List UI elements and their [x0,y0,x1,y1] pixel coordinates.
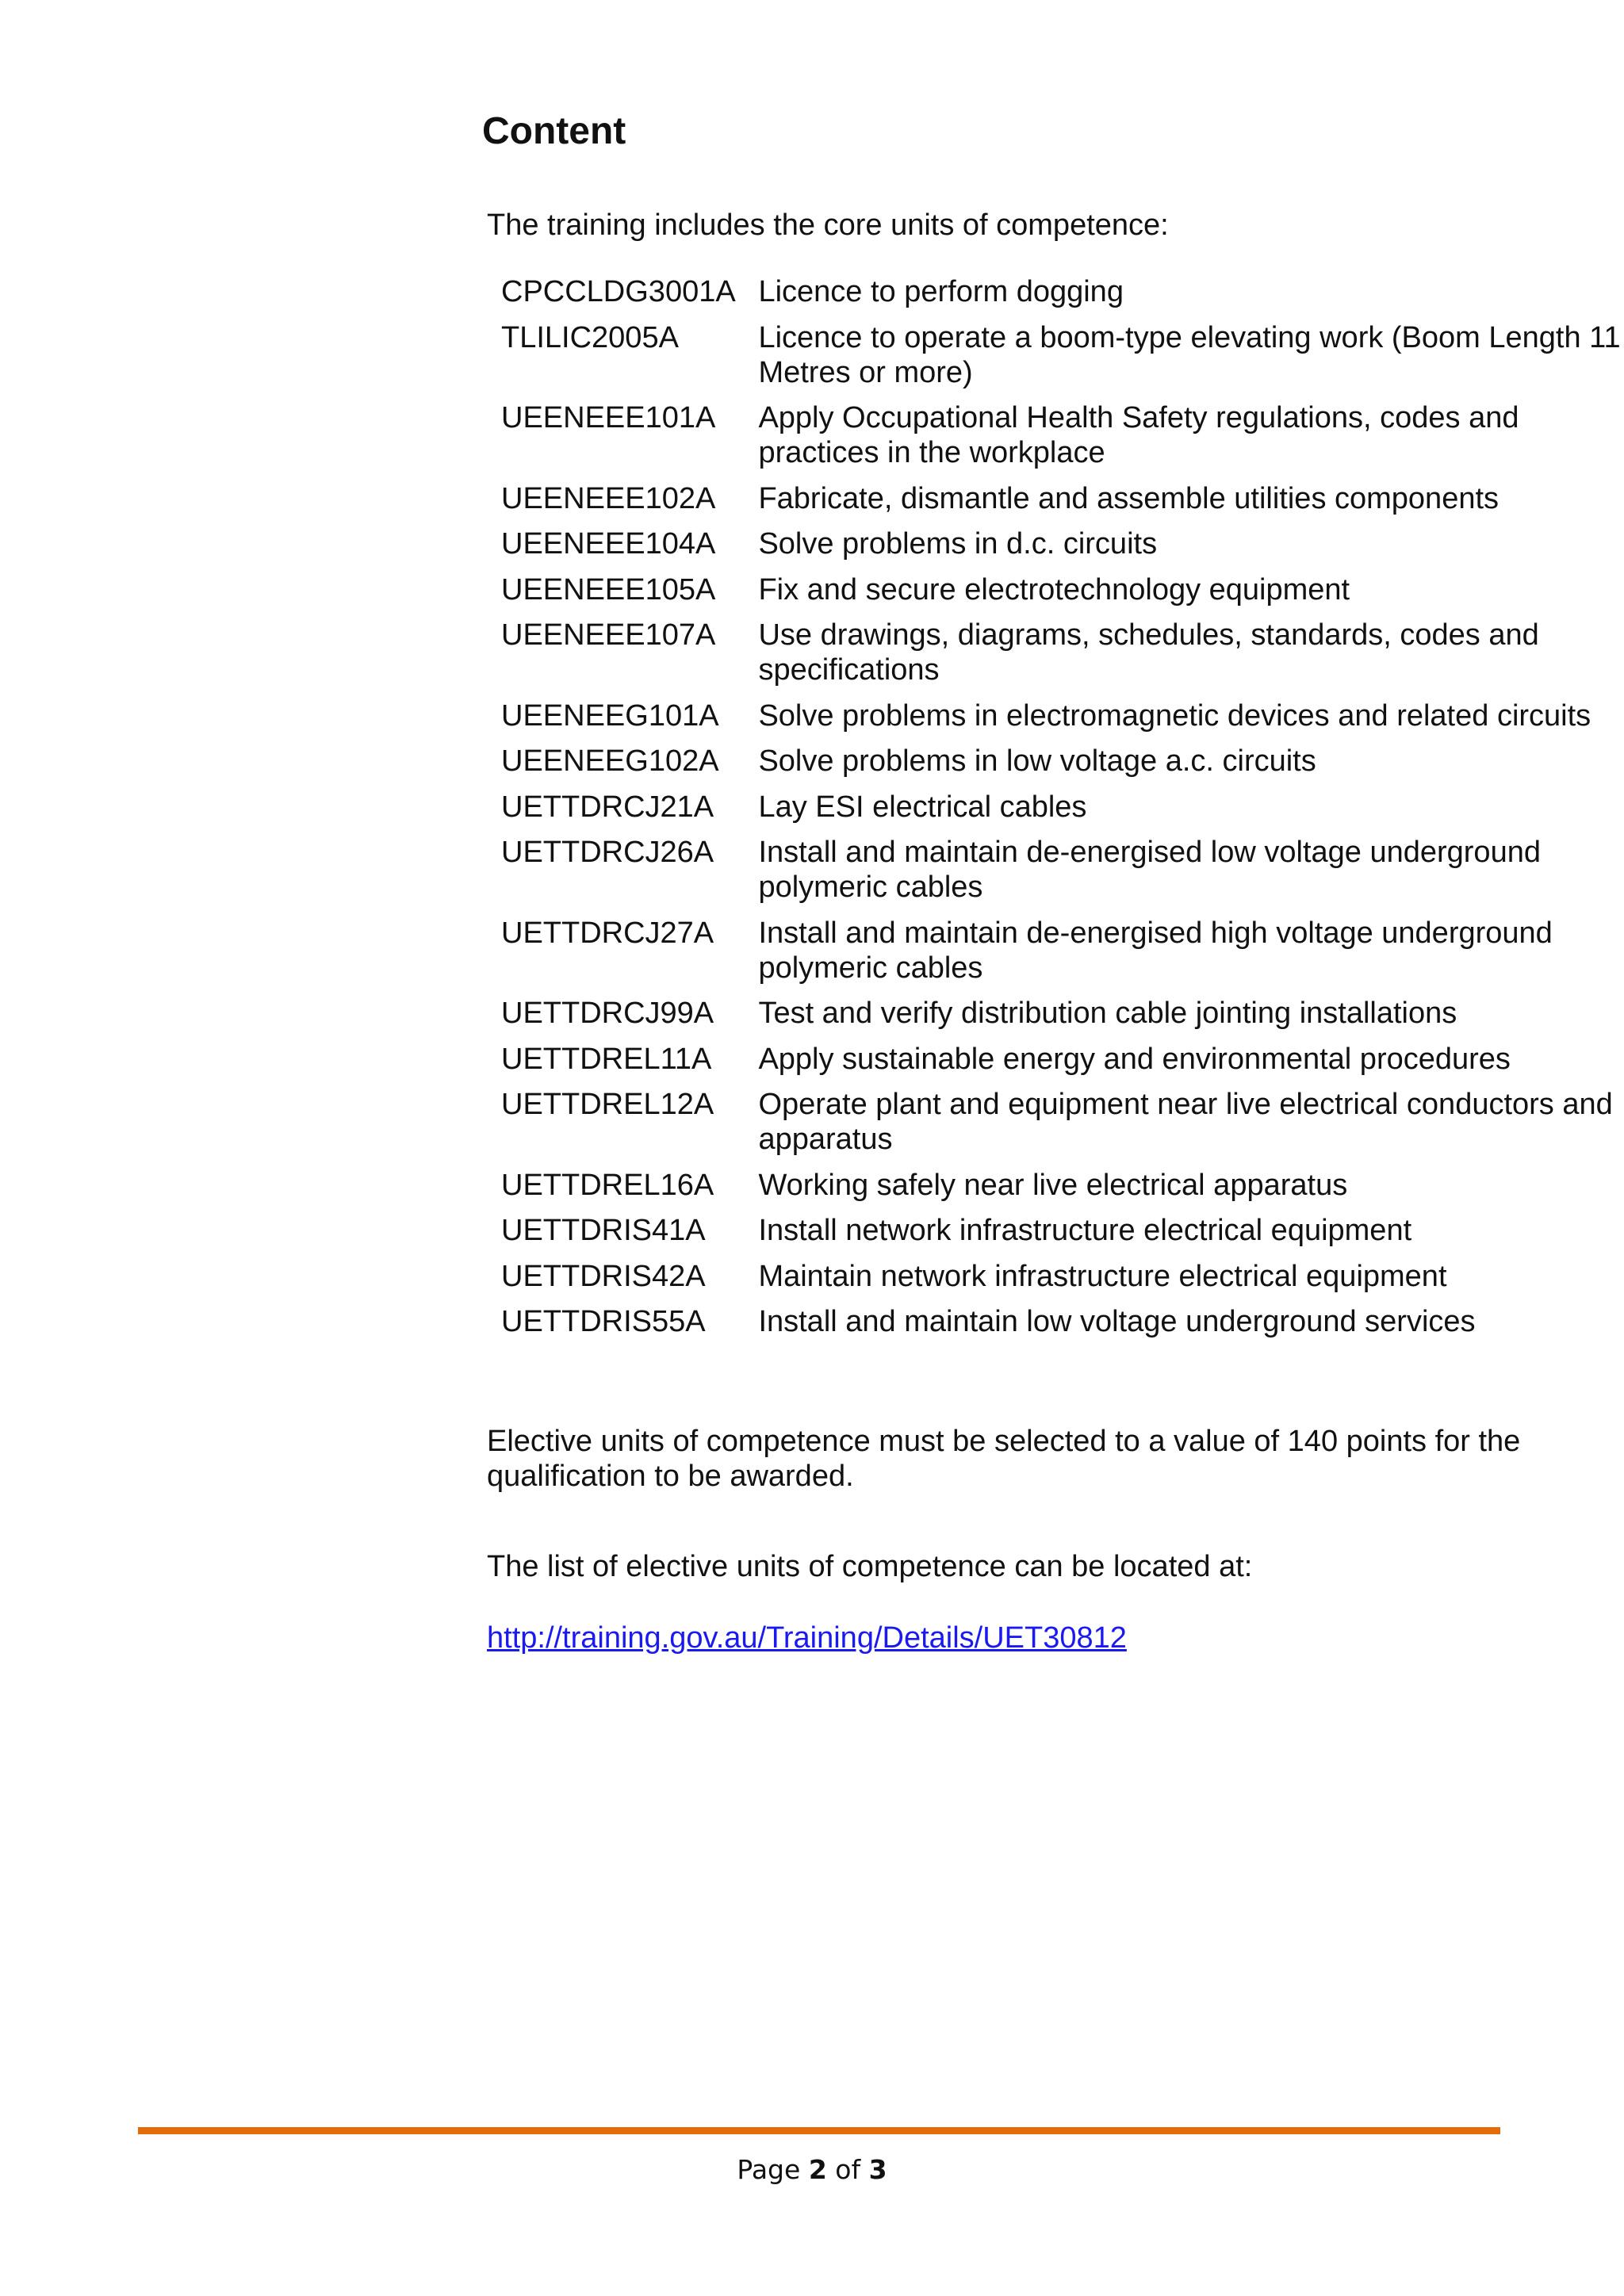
table-row [501,835,1624,916]
table-row [501,1213,1624,1259]
unit-title: Solve problems in electromagnetic devices and related circuits [758,698,1591,733]
unit-code: UETTDRIS55A [501,1305,706,1338]
page-label: Page [737,2154,801,2185]
unit-code: UEENEEE101A [501,401,716,434]
table-row [501,1042,1624,1088]
unit-code: UETTDRIS41A [501,1214,706,1247]
unit-title: Install and maintain low voltage underground services [758,1305,1476,1338]
unit-code: TLILIC2005A [501,320,679,354]
unit-code: UEENEEE104A [501,527,716,561]
page-heading: Content [482,110,626,152]
unit-code: UETTDRCJ26A [501,836,714,869]
unit-title: Apply sustainable energy and environmental procedures [758,1042,1511,1076]
core-units-table [501,274,1624,1350]
page-number-footer [0,2152,1624,2187]
table-row [501,1168,1624,1214]
unit-title: Working safely near live electrical apparatus [758,1168,1348,1202]
unit-title: Operate plant and equipment near live electrical conductors and apparatus [758,1088,1613,1156]
table-row [501,744,1624,790]
unit-title: Apply Occupational Health Safety regulations, codes and practices in the workplace [758,401,1519,469]
unit-code: UEENEEG101A [501,698,719,733]
elective-note: Elective units of competence must be selected to a value of 140 points for the qualification to be awarded. [487,1425,1521,1493]
unit-title: Fix and secure electrotechnology equipment [758,572,1350,607]
unit-title: Use drawings, diagrams, schedules, standards, codes and specifications [758,618,1539,687]
page-of-label: of [835,2154,861,2185]
unit-code: UEENEEE102A [501,481,716,515]
table-row [501,1304,1624,1350]
total-page-number: 3 [868,2154,887,2185]
unit-title: Install and maintain de-energised high voltage underground polymeric cables [758,916,1553,985]
table-row [501,916,1624,997]
table-row [501,400,1624,481]
footer-divider [138,2127,1500,2134]
unit-code: UETTDREL12A [501,1088,714,1121]
table-row [501,698,1624,744]
unit-title: Licence to perform dogging [758,275,1124,308]
unit-title: Maintain network infrastructure electrical equipment [758,1259,1447,1293]
intro-text: The training includes the core units of competence: [487,209,1169,242]
current-page-number: 2 [808,2154,827,2185]
unit-title: Fabricate, dismantle and assemble utilities components [758,481,1500,515]
table-row [501,1087,1624,1168]
unit-code: UETTDREL16A [501,1168,714,1202]
unit-code: UETTDRCJ99A [501,997,714,1030]
unit-code: UEENEEE107A [501,618,716,652]
table-row [501,572,1624,618]
unit-title: Test and verify distribution cable jointing installations [758,997,1457,1030]
unit-code: UEENEEG102A [501,744,719,778]
unit-code: CPCCLDG3001A [501,275,736,308]
unit-code: UETTDRCJ21A [501,790,714,824]
unit-title: Install and maintain de-energised low voltage underground polymeric cables [758,836,1541,904]
table-row [501,526,1624,572]
table-row [501,481,1624,527]
elective-units-link[interactable]: http://training.gov.au/Training/Details/UET30812 [487,1621,1127,1655]
table-row [501,790,1624,836]
elective-list-note: The list of elective units of competence can be located at: [487,1550,1253,1583]
unit-title: Install network infrastructure electrical equipment [758,1214,1412,1247]
unit-code: UETTDRCJ27A [501,916,714,950]
unit-code: UETTDRIS42A [501,1259,706,1293]
unit-title: Licence to operate a boom-type elevating work (Boom Length 11 Metres or more) [758,320,1621,389]
table-row [501,996,1624,1042]
unit-code: UETTDREL11A [501,1042,712,1076]
table-row [501,618,1624,698]
unit-title: Solve problems in low voltage a.c. circuits [758,744,1316,778]
unit-title: Lay ESI electrical cables [758,790,1087,824]
table-row [501,1259,1624,1305]
unit-title: Solve problems in d.c. circuits [758,527,1158,561]
table-row [501,274,1624,320]
table-row [501,320,1624,401]
unit-code: UEENEEE105A [501,572,716,607]
